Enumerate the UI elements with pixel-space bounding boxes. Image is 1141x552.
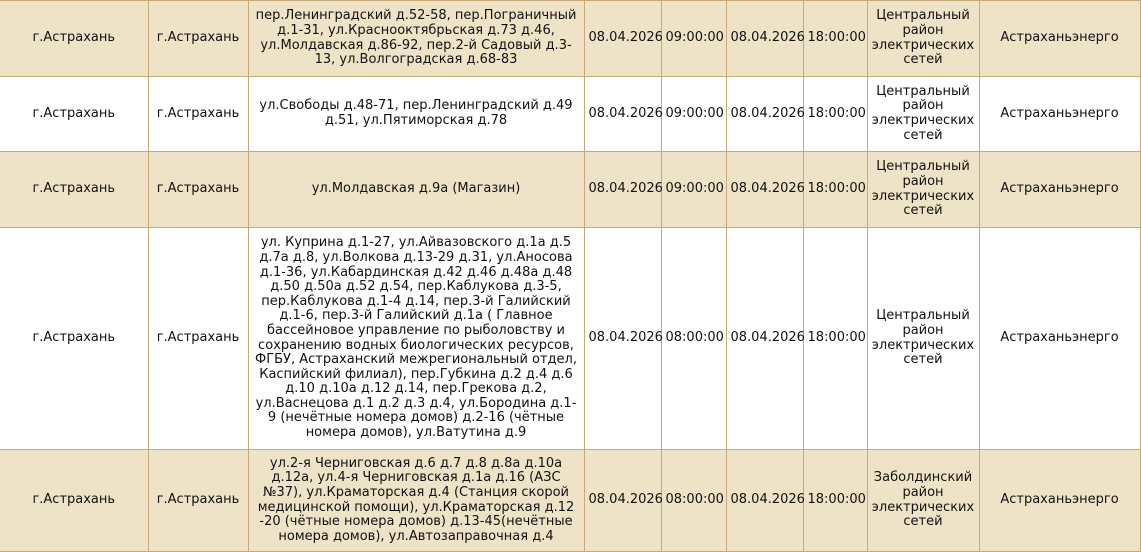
- district-cell: г.Астрахань: [0, 450, 148, 552]
- grid-area-cell: Центральный район электрических сетей: [867, 228, 979, 450]
- end-time-cell: 18:00:00: [803, 450, 867, 552]
- end-time-cell: 18:00:00: [803, 152, 867, 228]
- end-date-cell: 08.04.2026: [726, 1, 803, 77]
- table-row: [0, 228, 1140, 450]
- address-cell: ул.Молдавская д.9а (Магазин): [248, 152, 584, 228]
- start-date-cell: 08.04.2026: [584, 450, 661, 552]
- address-cell: ул.Свободы д.48-71, пер.Ленинградский д.49 д.51, ул.Пятиморская д.78: [248, 77, 584, 152]
- grid-area-cell: Центральный район электрических сетей: [867, 77, 979, 152]
- end-date-cell: 08.04.2026: [726, 77, 803, 152]
- start-date-cell: 08.04.2026: [584, 152, 661, 228]
- end-time-cell: 18:00:00: [803, 228, 867, 450]
- end-date-cell: 08.04.2026: [726, 450, 803, 552]
- organization-cell: Астраханьэнерго: [979, 1, 1140, 77]
- district-cell: г.Астрахань: [0, 1, 148, 77]
- end-date-cell: 08.04.2026: [726, 152, 803, 228]
- locality-cell: г.Астрахань: [148, 450, 248, 552]
- address-cell: пер.Ленинградский д.52-58, пер.Пограничный д.1-31, ул.Краснооктябрьская д.73 д.46, ул.Молдавская д.86-92, пер.2-й Садовый д.3-13, ул.Волгоградская д.68-83: [248, 1, 584, 77]
- start-time-cell: 08:00:00: [661, 450, 726, 552]
- start-date-cell: 08.04.2026: [584, 77, 661, 152]
- organization-cell: Астраханьэнерго: [979, 450, 1140, 552]
- start-date-cell: 08.04.2026: [584, 1, 661, 77]
- table-row: [0, 450, 1140, 552]
- end-time-cell: 18:00:00: [803, 1, 867, 77]
- grid-area-cell: Заболдинский район электрических сетей: [867, 450, 979, 552]
- table-row: [0, 77, 1140, 152]
- organization-cell: Астраханьэнерго: [979, 152, 1140, 228]
- district-cell: г.Астрахань: [0, 77, 148, 152]
- start-time-cell: 09:00:00: [661, 152, 726, 228]
- district-cell: г.Астрахань: [0, 228, 148, 450]
- address-cell: ул. Куприна д.1-27, ул.Айвазовского д.1а д.5 д.7а д.8, ул.Волкова д.13-29 д.31, ул.Аносова д.1-36, ул.Кабардинская д.42 д.46 д.48а д.48 д.50 д.50а д.52 д.54, пер.Каблукова д.3-5, пер.Каблукова д.1-4 д.14, пер.3-й Галийский д.1-6, пер.3-й Галийский д.1а ( Главное бассейновое управление по рыболовству и сохранению водных биологических ресурсов, ФГБУ, Астраханский межрегиональный отдел, Каспийский филиал), пер.Губкина д.2 д.4 д.6 д.10 д.10а д.12 д.14, пер.Грекова д.2, ул.Васнецова д.1 д.2 д.3 д.4, ул.Бородина д.1-9 (нечётные номера домов) д.2-16 (чётные номера домов), ул.Ватутина д.9: [248, 228, 584, 450]
- district-cell: г.Астрахань: [0, 152, 148, 228]
- locality-cell: г.Астрахань: [148, 228, 248, 450]
- grid-area-cell: Центральный район электрических сетей: [867, 152, 979, 228]
- table-row: [0, 152, 1140, 228]
- address-cell: ул.2-я Черниговская д.6 д.7 д.8 д.8а д.10а д.12а, ул.4-я Черниговская д.1а д.16 (АЗС №37), ул.Краматорская д.4 (Станция скорой медицинской помощи), ул.Краматорская д.12 -20 (чётные номера домов) д.13-45(нечётные номера домов), ул.Автозаправочная д.4: [248, 450, 584, 552]
- end-time-cell: 18:00:00: [803, 77, 867, 152]
- grid-area-cell: Центральный район электрических сетей: [867, 1, 979, 77]
- table-row: [0, 1, 1140, 77]
- start-time-cell: 09:00:00: [661, 1, 726, 77]
- locality-cell: г.Астрахань: [148, 77, 248, 152]
- start-time-cell: 08:00:00: [661, 228, 726, 450]
- organization-cell: Астраханьэнерго: [979, 77, 1140, 152]
- locality-cell: г.Астрахань: [148, 1, 248, 77]
- start-time-cell: 09:00:00: [661, 77, 726, 152]
- end-date-cell: 08.04.2026: [726, 228, 803, 450]
- start-date-cell: 08.04.2026: [584, 228, 661, 450]
- organization-cell: Астраханьэнерго: [979, 228, 1140, 450]
- locality-cell: г.Астрахань: [148, 152, 248, 228]
